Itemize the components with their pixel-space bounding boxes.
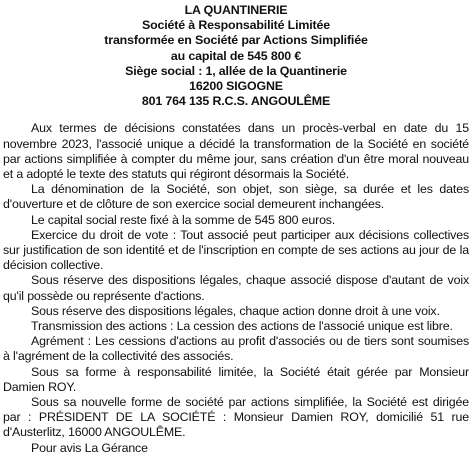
paragraph-former-management: Sous sa forme à responsabilité limitée, la Société était gérée par Monsieur Damien ROY. bbox=[3, 364, 469, 394]
paragraph-votes-per-associate: Sous réserve des dispositions légales, chaque associé dispose d'autant de voix qu'il possède ou représente d'actions. bbox=[3, 273, 469, 303]
company-name: LA QUANTINERIE bbox=[184, 3, 288, 17]
postal-city-line: 16200 SIGOGNE bbox=[189, 79, 283, 94]
capital-line: au capital de 545 800 € bbox=[170, 48, 302, 63]
paragraph-voting-right: Exercice du droit de vote : Tout associé peut participer aux décisions collectives sur justification de son identité et de l'inscription en compte de ses actions au jour de la décision collective. bbox=[3, 227, 469, 273]
company-header bbox=[3, 3, 469, 109]
paragraph-decisions: Aux termes de décisions constatées dans un procès-verbal en date du 15 novembre 2023, l'associé unique a décidé la transformation de la Société en société par actions simplifiée à compter du même jour, sans création d'un être moral nouveau et a adopté le texte des statuts qui régiront désormais la Société. bbox=[3, 121, 469, 182]
paragraph-new-management: Sous sa nouvelle forme de société par actions simplifiée, la Société est dirigée par : PRÉSIDENT DE LA SOCIÉTÉ : Monsieur Damien ROY, domicilié 51 rue d'Austerlitz, 16000 ANGOULÊME. bbox=[3, 395, 469, 440]
paragraph-unchanged: La dénomination de la Société, son objet, son siège, sa durée et les dates d'ouverture et de clôture de son exercice social demeurent inchangées. bbox=[3, 182, 469, 212]
paragraph-vote-per-share: Sous réserve des dispositions légales, chaque action donne droit à une voix. bbox=[31, 303, 440, 318]
transformation-line: transformée en Société par Actions Simplifiée bbox=[104, 33, 368, 48]
paragraph-capital: Le capital social reste fixé à la somme de 545 800 euros. bbox=[31, 212, 336, 227]
paragraph-approval: Agrément : Les cessions d'actions au profit d'associés ou de tiers sont soumises à l'agrément de la collectivité des associés. bbox=[3, 334, 469, 364]
signature-line: Pour avis La Gérance bbox=[31, 440, 148, 455]
paragraph-share-transfer: Transmission des actions : La cession des actions de l'associé unique est libre. bbox=[31, 319, 453, 334]
legal-form: Société à Responsabilité Limitée bbox=[141, 18, 330, 33]
head-office-line: Siège social : 1, allée de la Quantinerie bbox=[125, 63, 347, 78]
rcs-line: 801 764 135 R.C.S. ANGOULÊME bbox=[141, 94, 331, 109]
notice-body bbox=[3, 121, 469, 455]
